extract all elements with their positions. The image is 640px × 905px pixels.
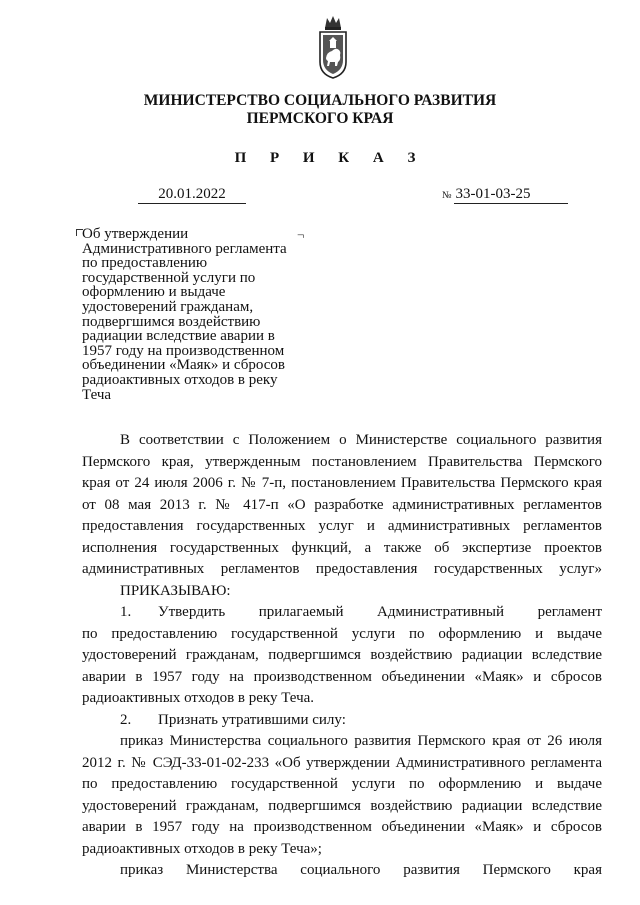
- order-word: ПРИКАЗЫВАЮ:: [120, 582, 231, 599]
- body-line: предоставления государственных услуг и административных регламентов: [82, 518, 602, 534]
- body-line: края от 24 июля 2006 г. № 7-п, постановлением Правительства Пермского края: [82, 475, 602, 491]
- body-line: по предоставлению государственной услуги по оформлению и выдаче: [82, 776, 602, 792]
- body-line: приказ Министерства социального развития Пермского края от 26 июля: [120, 733, 602, 749]
- subject-line: радиоактивных отходов в реку: [82, 371, 278, 388]
- order-body: [82, 430, 602, 882]
- repealed-order-2: приказ Министерства социального развития Пермского края: [120, 862, 602, 878]
- body-line: аварии в 1957 году на производственном объединении «Маяк» и сбросов: [82, 668, 602, 685]
- item-1: [82, 602, 602, 710]
- order-subject: [82, 227, 297, 402]
- ministry-name-line-2: ПЕРМСКОГО КРАЯ: [246, 110, 394, 127]
- body-line: исполнения государственных функций, а также об экспертизе проектов: [82, 539, 602, 556]
- subject-line: Теча: [82, 386, 112, 403]
- body-line: В соответствии с Положением о Министерстве социального развития: [120, 432, 602, 448]
- number-sign: №: [442, 190, 452, 201]
- item-1-first-line: [82, 602, 602, 624]
- body-line: радиоактивных отходов в реку Теча.: [82, 690, 315, 706]
- body-line: аварии в 1957 году на производственном объединении «Маяк» и сбросов: [82, 819, 602, 835]
- subject-line: государственной услуги по: [82, 269, 256, 286]
- order-date: 20.01.2022: [138, 186, 246, 204]
- item-1-number: 1.: [120, 604, 132, 620]
- order-title: П Р И К А З: [234, 150, 426, 166]
- subject-line: по предоставлению: [82, 255, 208, 272]
- body-line: удостоверений гражданам, подвергшимся воздействию радиации вследствие: [82, 797, 602, 814]
- item-1-text: Утвердить прилагаемый Административный регламент: [158, 604, 602, 620]
- subject-line: радиации вследствие аварии в: [82, 328, 275, 345]
- subject-line: подвергшимся воздействию: [82, 313, 261, 330]
- item-2-number: 2.: [120, 711, 132, 728]
- subject-line: Об утверждении: [82, 226, 189, 242]
- body-line: удостоверений гражданам, подвергшимся воздействию радиации вследствие: [82, 647, 602, 663]
- body-line: административных регламентов предоставления государственных услуг»: [82, 561, 602, 577]
- item-2: [82, 710, 602, 732]
- body-line: радиоактивных отходов в реку Теча»;: [82, 840, 322, 857]
- preamble-paragraph: [82, 430, 602, 581]
- body-line: по предоставлению государственной услуги по оформлению и выдаче: [82, 625, 602, 642]
- coat-of-arms-emblem: [317, 14, 349, 80]
- ministry-name: [0, 92, 640, 128]
- item-2-text: Признать утратившими силу:: [158, 711, 346, 728]
- body-line: 2012 г. № СЭД-33-01-02-233 «Об утверждении Административного регламента: [82, 754, 602, 771]
- repealed-order-1: [82, 731, 602, 860]
- subject-line: удостоверений гражданам,: [82, 298, 254, 315]
- order-number-value: 33-01-03-25: [454, 186, 568, 204]
- ministry-name-line-1: МИНИСТЕРСТВО СОЦИАЛЬНОГО РАЗВИТИЯ: [143, 92, 497, 109]
- subject-line: оформлению и выдаче: [82, 284, 226, 301]
- body-line: Пермского края, утвержденным постановлением Правительства Пермского: [82, 453, 602, 470]
- subject-line: объединении «Маяк» и сбросов: [82, 357, 285, 374]
- body-line: от 08 мая 2013 г. № 417-п «О разработке административных регламентов: [82, 496, 602, 513]
- order-number: [442, 186, 568, 204]
- subject-bracket-right: ¬: [297, 227, 305, 242]
- subject-line: Административного регламента: [82, 240, 287, 257]
- subject-line: 1957 году на производственном: [82, 342, 285, 359]
